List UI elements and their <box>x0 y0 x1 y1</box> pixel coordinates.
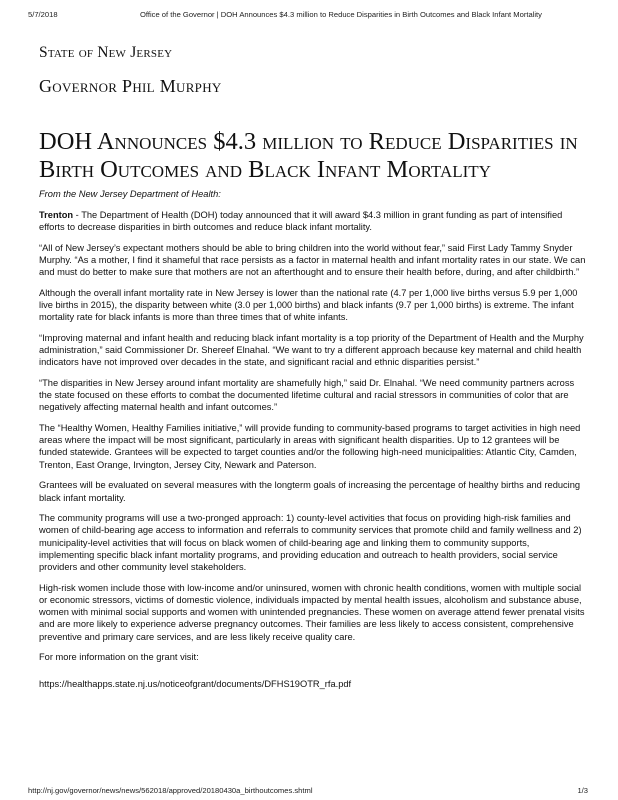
article-intro: From the New Jersey Department of Health: <box>39 189 221 199</box>
article-paragraph: “The disparities in New Jersey around infant mortality are shamefully high,” said Dr. Elnahal. “We need community partners across the state focused on these efforts to combat the documented lifetime cultural and racial stressors in communities of color that are negatively affecting maternal health and infant outcomes.” <box>39 377 575 413</box>
article-paragraph: For more information on the grant visit: <box>39 652 199 663</box>
print-page-title: Office of the Governor | DOH Announces $4.3 million to Reduce Disparities in Birth Outcomes and Black Infant Mortality <box>140 10 542 19</box>
article-paragraph: The “Healthy Women, Healthy Families initiative,” will provide funding to community-based programs to target activities in high need areas where the impact will be most significant, particularly in areas with significant health disparities. Up to 12 grantees will be funded statewide. Grantees will be expected to target counties and/or the following high-need municipalities: Atlantic City, Camden, Trenton, East Orange, Irvington, Jersey City, Newark and Paterson. <box>39 423 581 470</box>
article-paragraph: High-risk women include those with low-income and/or uninsured, women with chronic health conditions, women with multiple social or economic stressors, victims of domestic violence, individuals impacted by mental health issues, alcoholism and substance abuse, women with minimal social supports and women with unintended pregnancies. These women on average attend fewer prenatal visits and are more likely to experience adverse pregnancy outcomes. Their families are less likely to access consistent, comprehensive preventive and primary care services, and are less likely receive quality care. <box>39 582 585 642</box>
article-lead-paragraph <box>39 209 587 233</box>
print-date: 5/7/2018 <box>28 10 58 19</box>
print-page-number: 1/3 <box>577 786 588 795</box>
article-paragraph: “Improving maternal and infant health and reducing black infant mortality is a top priority of the Department of Health and the Murphy administration,” said Commissioner Dr. Shereef Elnahal. “We want to try a different approach because key maternal and child health indicators have not improved over decades in the state, and significant racial and ethnic disparities persist.” <box>39 332 584 368</box>
article-dateline: Trenton <box>39 209 74 220</box>
article-paragraph: “All of New Jersey’s expectant mothers should be able to bring children into the world without fear,” said First Lady Tammy Snyder Murphy. “As a mother, I find it shameful that race persists as a factor in maternal health and infant mortality rates in our state. We can and must do better to make sure that mothers are not an afterthought and to ensure their health before, during, and after childbirth.” <box>39 242 586 278</box>
article-paragraph: Although the overall infant mortality rate in New Jersey is lower than the national rate (4.7 per 1,000 live births versus 5.9 per 1,000 live births in 2015), the disparity between white (3.0 per 1,000 births) and black infants (9.7 per 1,000 births) is extreme. The infant mortality rate for black infants is more than three times that of white infants. <box>39 287 578 323</box>
governor-link[interactable]: Governor Phil Murphy <box>39 76 222 96</box>
article-lead-text: - The Department of Health (DOH) today announced that it will award $4.3 million in grant funding as part of intensified efforts to decrease disparities in birth outcomes and reduce black infant mortality. <box>39 209 563 232</box>
state-of-new-jersey-link[interactable]: State of New Jersey <box>39 44 173 61</box>
article-body <box>39 188 587 698</box>
print-footer-url: http://nj.gov/governor/news/news/562018/approved/20180430a_birthoutcomes.shtml <box>28 786 313 795</box>
article-paragraph: The community programs will use a two-pronged approach: 1) county-level activities that focus on providing high-risk families and women of child-bearing age access to information and referrals to community services that promote child and family wellness and 2) municipality-level activities that will focus on black women of child-bearing age and linking them to community supports, implementing specific black infant mortality programs, and providing education and outreach to health providers, social service providers and other community level stakeholders. <box>39 513 582 573</box>
article-headline: DOH Announces $4.3 million to Reduce Disparities in Birth Outcomes and Black Infant Mortality <box>39 128 578 183</box>
grant-link[interactable]: https://healthapps.state.nj.us/noticeofgrant/documents/DFHS19OTR_rfa.pdf <box>39 678 352 689</box>
article-paragraph: Grantees will be evaluated on several measures with the longterm goals of increasing the percentage of healthy births and reducing black infant mortality. <box>39 480 581 503</box>
